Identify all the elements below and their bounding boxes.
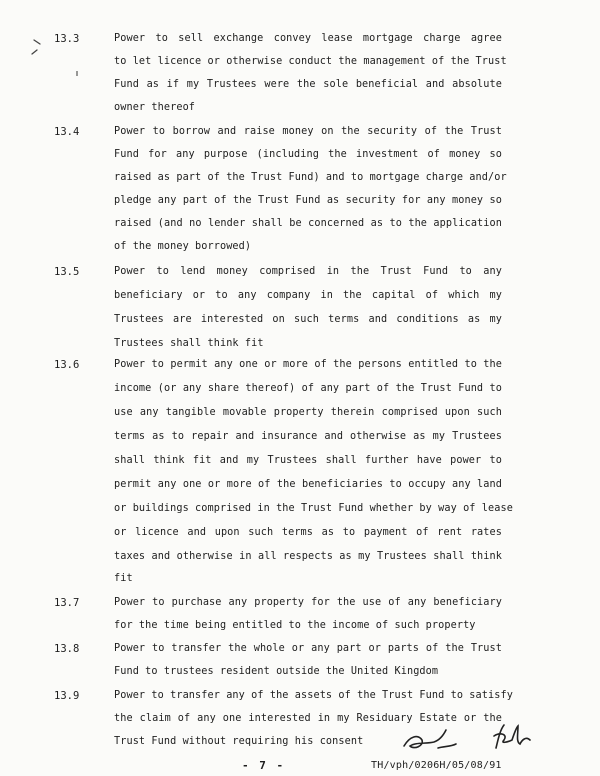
clause-text-line: income (or any share thereof) of any part of the Trust Fund to xyxy=(114,383,502,394)
clause-text-line: Fund as if my Trustees were the sole beneficial and absolute xyxy=(114,79,502,90)
clause-text-line: permit any one or more of the beneficiaries to occupy any land xyxy=(114,479,502,490)
initials-signature-left xyxy=(400,728,460,754)
clause-text-line: or licence and upon such terms as to payment of rent rates xyxy=(114,527,502,538)
clause-text-line: or buildings comprised in the Trust Fund whether by way of lease xyxy=(114,503,513,514)
clause-number: 13.6 xyxy=(54,359,80,371)
clause-text-line: taxes and otherwise in all respects as my Trustees shall think xyxy=(114,551,502,562)
clause-number: 13.9 xyxy=(54,690,80,702)
clause-text-line: Fund for any purpose (including the investment of money so xyxy=(114,149,502,160)
clause-text-line: the claim of any one interested in my Residuary Estate or the xyxy=(114,713,502,724)
margin-dot-mark xyxy=(74,70,80,78)
clause-text-line: pledge any part of the Trust Fund as security for any money so xyxy=(114,195,502,206)
clause-text-line: Power to transfer any of the assets of the Trust Fund to satisfy xyxy=(114,690,513,701)
clause-number: 13.4 xyxy=(54,126,80,138)
clause-text-line: Power to lend money comprised in the Trust Fund to any xyxy=(114,266,502,277)
clause-text-line: fit xyxy=(114,573,133,584)
clause-number: 13.8 xyxy=(54,643,80,655)
clause-text-line: beneficiary or to any company in the capital of which my xyxy=(114,290,502,301)
clause-text-line: Power to borrow and raise money on the security of the Trust xyxy=(114,126,502,137)
clause-text-line: Power to permit any one or more of the persons entitled to the xyxy=(114,359,502,370)
clause-number: 13.5 xyxy=(54,266,80,278)
clause-text-line: owner thereof xyxy=(114,102,196,113)
clause-text-line: terms as to repair and insurance and otherwise as my Trustees xyxy=(114,431,502,442)
clause-text-line: Power to sell exchange convey lease mortgage charge agree xyxy=(114,33,502,44)
clause-text-line: Trustees shall think fit xyxy=(114,338,264,349)
clause-text-line: raised (and no lender shall be concerned as to the application xyxy=(114,218,502,229)
clause-text-line: raised as part of the Trust Fund) and to mortgage charge and/or xyxy=(114,172,507,183)
clause-text-line: to let licence or otherwise conduct the management of the Trust xyxy=(114,56,507,67)
page-number: - 7 - xyxy=(242,759,286,772)
clause-number: 13.7 xyxy=(54,597,80,609)
initials-signature-right xyxy=(488,722,532,752)
clause-text-line: of the money borrowed) xyxy=(114,241,252,252)
margin-tick-mark xyxy=(28,36,48,62)
clause-number: 13.3 xyxy=(54,33,80,45)
clause-text-line: Power to purchase any property for the use of any beneficiary xyxy=(114,597,502,608)
document-reference: TH/vph/0206H/05/08/91 xyxy=(371,760,502,771)
clause-text-line: Fund to trustees resident outside the United Kingdom xyxy=(114,666,439,677)
clause-text-line: Trust Fund without requiring his consent xyxy=(114,736,364,747)
clause-text-line: use any tangible movable property therein comprised upon such xyxy=(114,407,502,418)
clause-text-line: Trustees are interested on such terms and conditions as my xyxy=(114,314,502,325)
clause-text-line: for the time being entitled to the income of such property xyxy=(114,620,476,631)
clause-text-line: Power to transfer the whole or any part or parts of the Trust xyxy=(114,643,502,654)
clause-text-line: shall think fit and my Trustees shall further have power to xyxy=(114,455,502,466)
